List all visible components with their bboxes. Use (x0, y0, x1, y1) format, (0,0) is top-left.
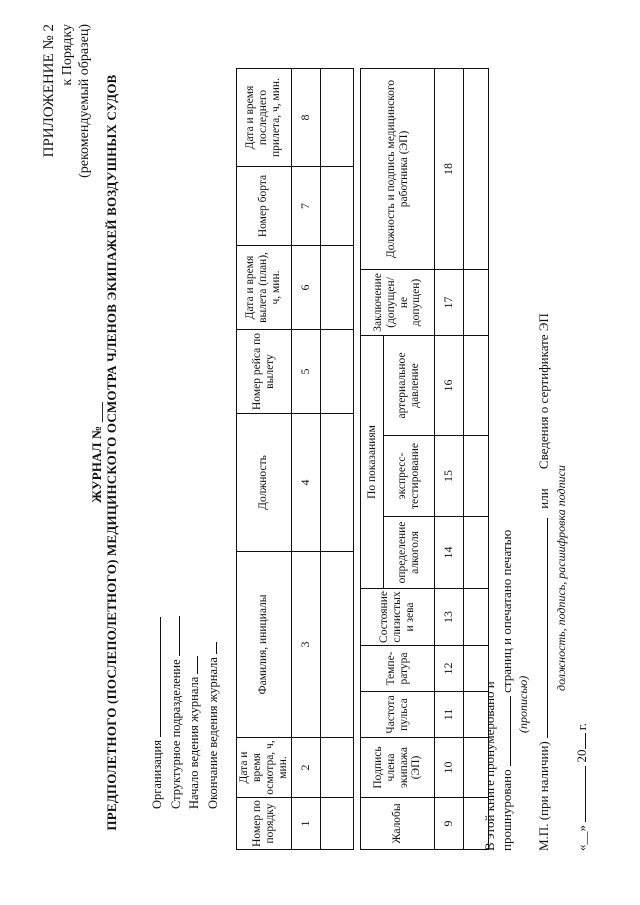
col-number: 15 (435, 436, 464, 517)
journal-number: ЖУРНАЛ № ___ (89, 402, 104, 503)
col-header-flight-number: Номер рейса по вылету (237, 330, 292, 414)
col-number: 8 (291, 69, 320, 167)
appendix-number: ПРИЛОЖЕНИЕ № 2 (41, 24, 57, 158)
table-cell (464, 589, 489, 646)
table-cell (320, 167, 353, 246)
organization-field (148, 616, 167, 809)
table-cell (320, 552, 353, 738)
pages-text: страниц и опечатано печатью (499, 529, 514, 693)
division-blank (168, 616, 180, 656)
stitched-label: прошнуровано (499, 769, 514, 851)
header-fields (148, 616, 222, 809)
date-year-blank (574, 734, 586, 750)
col-header-mucosa: Состояние слизистых и зева (361, 589, 435, 646)
col-header-alcohol: определение алкоголя (384, 517, 435, 589)
stamp-label: М.П. (при наличии) (536, 741, 551, 851)
col-number: 17 (435, 269, 464, 335)
division-label: Структурное подразделение (168, 659, 183, 809)
table-empty-row (320, 69, 353, 850)
date-line (574, 723, 590, 851)
in-words-caption: (прописью) (516, 675, 530, 733)
appendix-heading (40, 24, 94, 178)
book-line: В этой книге пронумеровано и (482, 681, 497, 851)
end-label: Окончание ведения журнала (205, 657, 220, 809)
col-header-position: Должность (237, 414, 292, 552)
table-cell (320, 69, 353, 167)
col-header-medic-signature: Должность и подпись медицинского работника (ЭП) (361, 68, 435, 269)
col-header-crew-signature: Подпись члена экипажа (ЭП) (361, 738, 435, 798)
table-cell (320, 798, 353, 850)
end-field (204, 616, 223, 809)
or-label: или (536, 488, 551, 509)
col-header-aircraft-number: Номер борта (237, 167, 292, 246)
date-suffix: г. (574, 723, 589, 731)
col-header-full-name: Фамилия, инициалы (237, 552, 292, 738)
col-number: 13 (435, 589, 464, 646)
start-label: Начало ведения журнала (187, 676, 201, 809)
col-number: 5 (291, 330, 320, 414)
col-header-order-number: Номер по порядку (237, 798, 292, 850)
col-header-blood-pressure: артериальное давление (384, 335, 435, 435)
col-number: 18 (435, 68, 464, 269)
col-number: 4 (291, 414, 320, 552)
journal-title-text: ПРЕДПОЛЕТНОГО (ПОСЛЕПОЛЕТНОГО) МЕДИЦИНСКОГО ОСМОТРА ЧЛЕНОВ ЭКИПАЖЕЙ ВОЗДУШНЫХ СУДОВ (103, 74, 119, 831)
col-number: 6 (291, 246, 320, 330)
col-number: 10 (435, 738, 464, 798)
start-blank (186, 656, 198, 674)
col-header-by-indications: По показаниям (361, 335, 384, 588)
table-header-row (237, 69, 292, 850)
date-month-blank (574, 766, 586, 822)
table-cell (320, 330, 353, 414)
col-number: 3 (291, 552, 320, 738)
table-header-row (361, 68, 384, 849)
signature-caption: должность, подпись, расшифровка подписи (554, 465, 568, 691)
start-field (185, 616, 204, 809)
stamp-line (536, 313, 552, 851)
col-header-last-arrival: Дата и время последнего прилета, ч, мин. (237, 69, 292, 167)
table-cell (464, 335, 489, 435)
table-cell (464, 68, 489, 269)
date-year-prefix: 20 (574, 749, 589, 763)
table-cell (464, 436, 489, 517)
stitched-line (499, 530, 515, 851)
col-header-exam-datetime: Дата и время осмотра, ч, мин. (237, 738, 292, 798)
col-number: 16 (435, 335, 464, 435)
table-cell (464, 269, 489, 335)
appendix-reference: к Порядку (59, 24, 75, 86)
col-header-departure-datetime: Дата и время вылета (план), ч, мин. (237, 246, 292, 330)
table-number-row (435, 68, 464, 849)
col-header-temperature: Темпе-ратура (361, 646, 435, 692)
organization-label: Организация (150, 740, 164, 809)
col-number: 11 (435, 692, 464, 738)
journal-title (90, 0, 120, 905)
col-header-conclusion: Заключение (допущен/ не допущен) (361, 269, 435, 335)
table-cell (320, 414, 353, 552)
appendix-note: (рекомендуемый образец) (77, 24, 93, 178)
col-number: 9 (435, 798, 464, 850)
division-field (167, 616, 186, 809)
col-header-express-test: экспресс-тестирование (384, 436, 435, 517)
journal-table-part1 (236, 68, 354, 850)
table-cell (320, 738, 353, 798)
table-cell (464, 517, 489, 589)
end-blank (205, 642, 217, 654)
journal-table-part2 (360, 68, 489, 850)
table-number-row (291, 69, 320, 850)
col-number: 12 (435, 646, 464, 692)
date-day: «__» (574, 825, 589, 851)
signature-blank (536, 518, 548, 738)
table-cell (320, 246, 353, 330)
organization-blank (149, 617, 161, 737)
col-number: 7 (291, 167, 320, 246)
col-number: 2 (291, 738, 320, 798)
certificate-label: Сведения о сертификате ЭП (536, 313, 551, 470)
pages-count-blank (499, 696, 511, 766)
col-header-complaints: Жалобы (361, 798, 435, 850)
col-header-pulse: Частота пульса (361, 692, 435, 738)
col-number: 14 (435, 517, 464, 589)
col-number: 1 (291, 798, 320, 850)
